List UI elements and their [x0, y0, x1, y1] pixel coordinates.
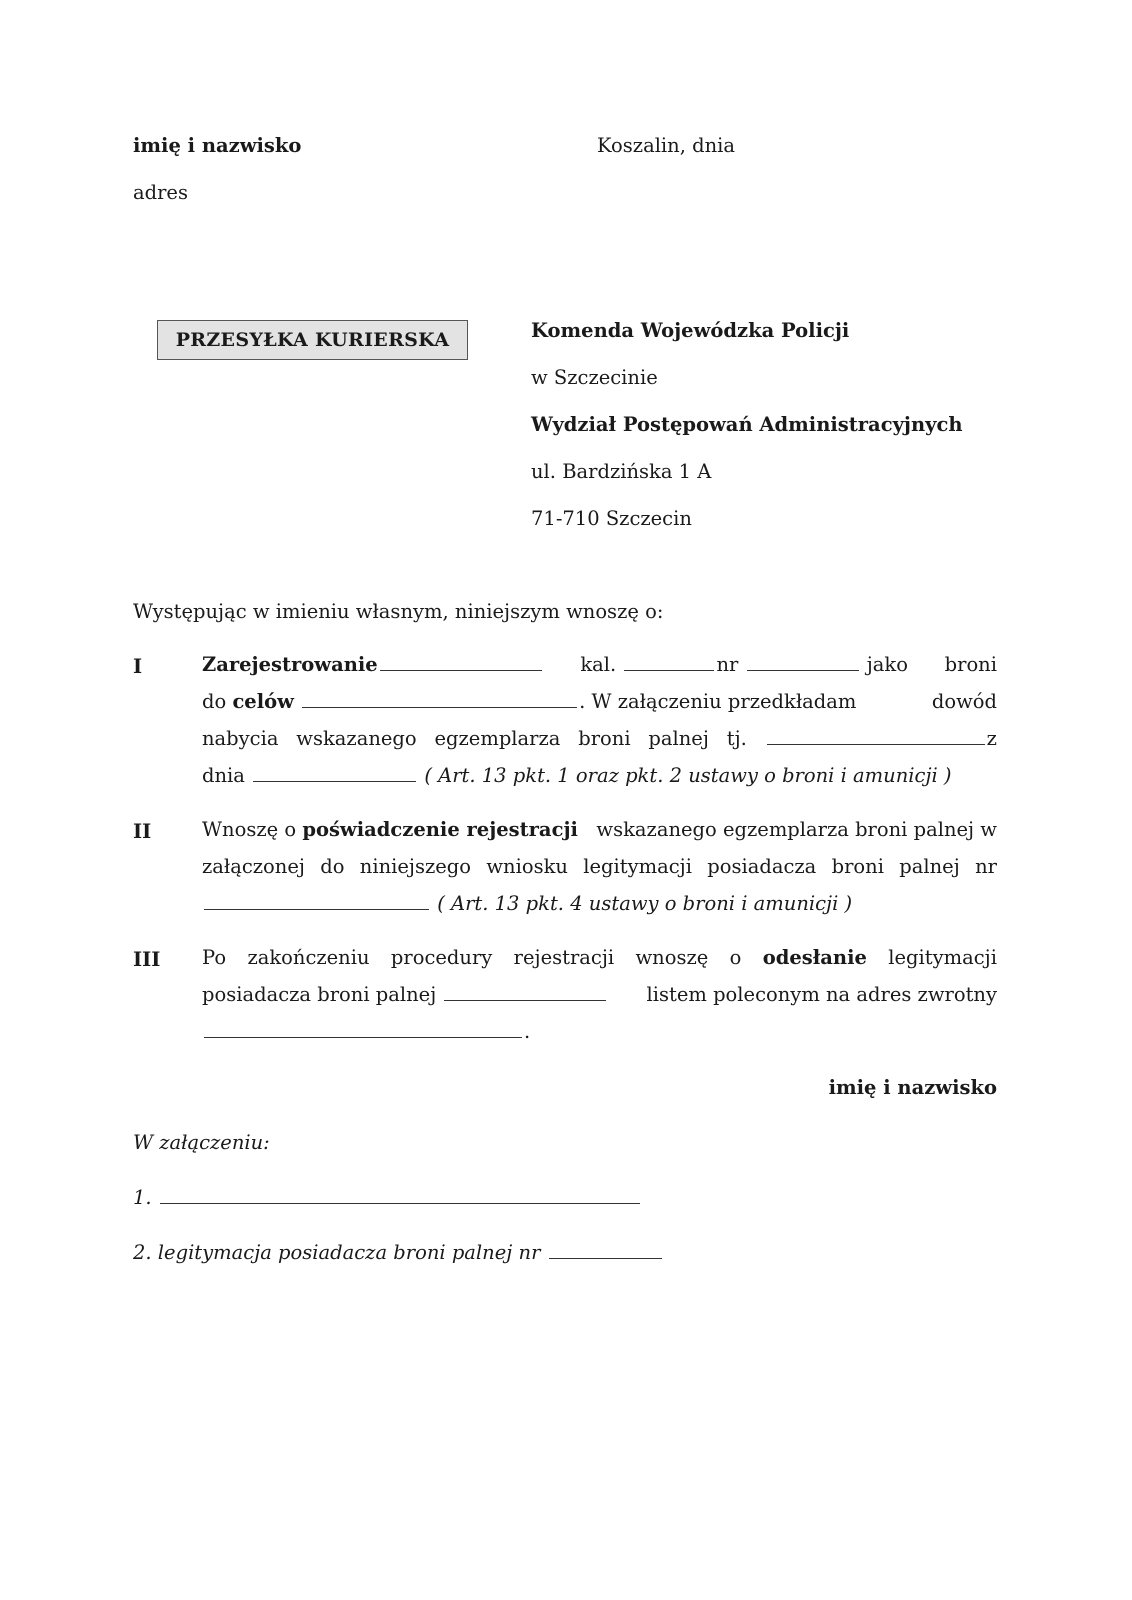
word-bold: odesłanie: [762, 946, 867, 969]
section-1-line-4: [202, 766, 997, 786]
blank-field[interactable]: [204, 1036, 522, 1038]
word: wskazanego: [296, 727, 417, 750]
word-dnia: dnia: [202, 764, 245, 787]
sender-name: imię i nazwisko: [133, 134, 302, 157]
word: zakończeniu: [247, 946, 370, 969]
blank-field[interactable]: [444, 999, 606, 1001]
sender-address: adres: [133, 181, 188, 204]
word: tj.: [726, 727, 747, 750]
blank-field[interactable]: [204, 908, 429, 910]
word-nr: nr: [716, 653, 739, 676]
section-1-line-1: [202, 655, 997, 675]
word: legitymacji: [583, 855, 692, 878]
attachment-item-2: [133, 1241, 664, 1264]
attachment-2-label: 2. legitymacja posiadacza broni palnej nr: [133, 1241, 541, 1264]
text: posiadacza broni palnej: [202, 983, 437, 1006]
word: egzemplarza: [434, 727, 561, 750]
section-3-number: III: [133, 948, 161, 971]
word-celow: celów: [232, 690, 294, 713]
word-broni: broni: [944, 653, 997, 676]
place-date: Koszalin, dnia: [597, 134, 736, 157]
attachment-item-1: [133, 1186, 642, 1209]
recipient-line-3: Wydział Postępowań Administracyjnych: [531, 413, 963, 436]
word-do: do: [202, 690, 227, 713]
word: niniejszego: [359, 855, 472, 878]
text-bold: poświadczenie rejestracji: [302, 818, 578, 841]
word: nabycia: [202, 727, 279, 750]
section-2-number: II: [133, 820, 152, 843]
text: Wnoszę o: [202, 818, 297, 841]
word: załączonej: [202, 855, 305, 878]
section-3-line-3: [202, 1022, 997, 1042]
text: listem poleconym na adres zwrotny: [646, 983, 997, 1006]
attachments-heading: W załączeniu:: [133, 1131, 270, 1154]
word: wnoszę: [635, 946, 709, 969]
recipient-line-5: 71-710 Szczecin: [531, 507, 692, 530]
courier-label: PRZESYŁKA KURIERSKA: [175, 329, 450, 351]
section-3-line-2: [202, 985, 997, 1005]
blank-field[interactable]: [380, 669, 542, 671]
blank-field[interactable]: [549, 1257, 662, 1259]
word: procedury: [390, 946, 493, 969]
blank-field[interactable]: [747, 669, 859, 671]
word-jako: jako: [866, 653, 908, 676]
word-kal: kal.: [580, 653, 617, 676]
word: rejestracji: [513, 946, 615, 969]
signature-label: imię i nazwisko: [828, 1076, 997, 1099]
section-2-line-2: [202, 857, 997, 877]
section-1-number: I: [133, 655, 143, 678]
recipient-line-2: w Szczecinie: [531, 366, 658, 389]
section-3-line-1: [202, 948, 997, 968]
blank-field[interactable]: [253, 780, 416, 782]
attachment-1-label: 1.: [133, 1186, 152, 1209]
word: posiadacza: [707, 855, 817, 878]
word: nr: [975, 855, 997, 878]
word-dowod: dowód: [931, 690, 997, 713]
section-2-line-3: [202, 894, 997, 914]
word: legitymacji: [888, 946, 997, 969]
section-1-line-2: [202, 692, 997, 712]
word: broni: [578, 727, 631, 750]
blank-field[interactable]: [767, 743, 985, 745]
word: wniosku: [486, 855, 568, 878]
recipient-line-4: ul. Bardzińska 1 A: [531, 460, 712, 483]
word: o: [729, 946, 742, 969]
word-z: z: [986, 727, 997, 750]
courier-label-box: [157, 320, 468, 360]
word-zarejestrowanie: Zarejestrowanie: [202, 653, 378, 676]
blank-field[interactable]: [302, 706, 577, 708]
word: do: [320, 855, 345, 878]
word: palnej: [648, 727, 709, 750]
legal-reference: ( Art. 13 pkt. 4 ustawy o broni i amunicji ): [437, 892, 853, 915]
text: wskazanego egzemplarza broni palnej w: [596, 818, 997, 841]
text-zalaczeniu: . W załączeniu przedkładam: [579, 690, 857, 713]
word: broni: [831, 855, 884, 878]
intro-text: Występując w imieniu własnym, niniejszym wnoszę o:: [133, 600, 664, 623]
section-1-line-3: [202, 729, 997, 749]
word: palnej: [899, 855, 960, 878]
word: Po: [202, 946, 227, 969]
legal-reference: ( Art. 13 pkt. 1 oraz pkt. 2 ustawy o broni i amunicji ): [424, 764, 952, 787]
period: .: [524, 1020, 531, 1043]
blank-field[interactable]: [160, 1202, 640, 1204]
blank-field[interactable]: [624, 669, 714, 671]
recipient-line-1: Komenda Wojewódzka Policji: [531, 319, 850, 342]
section-2-line-1: [202, 820, 997, 840]
